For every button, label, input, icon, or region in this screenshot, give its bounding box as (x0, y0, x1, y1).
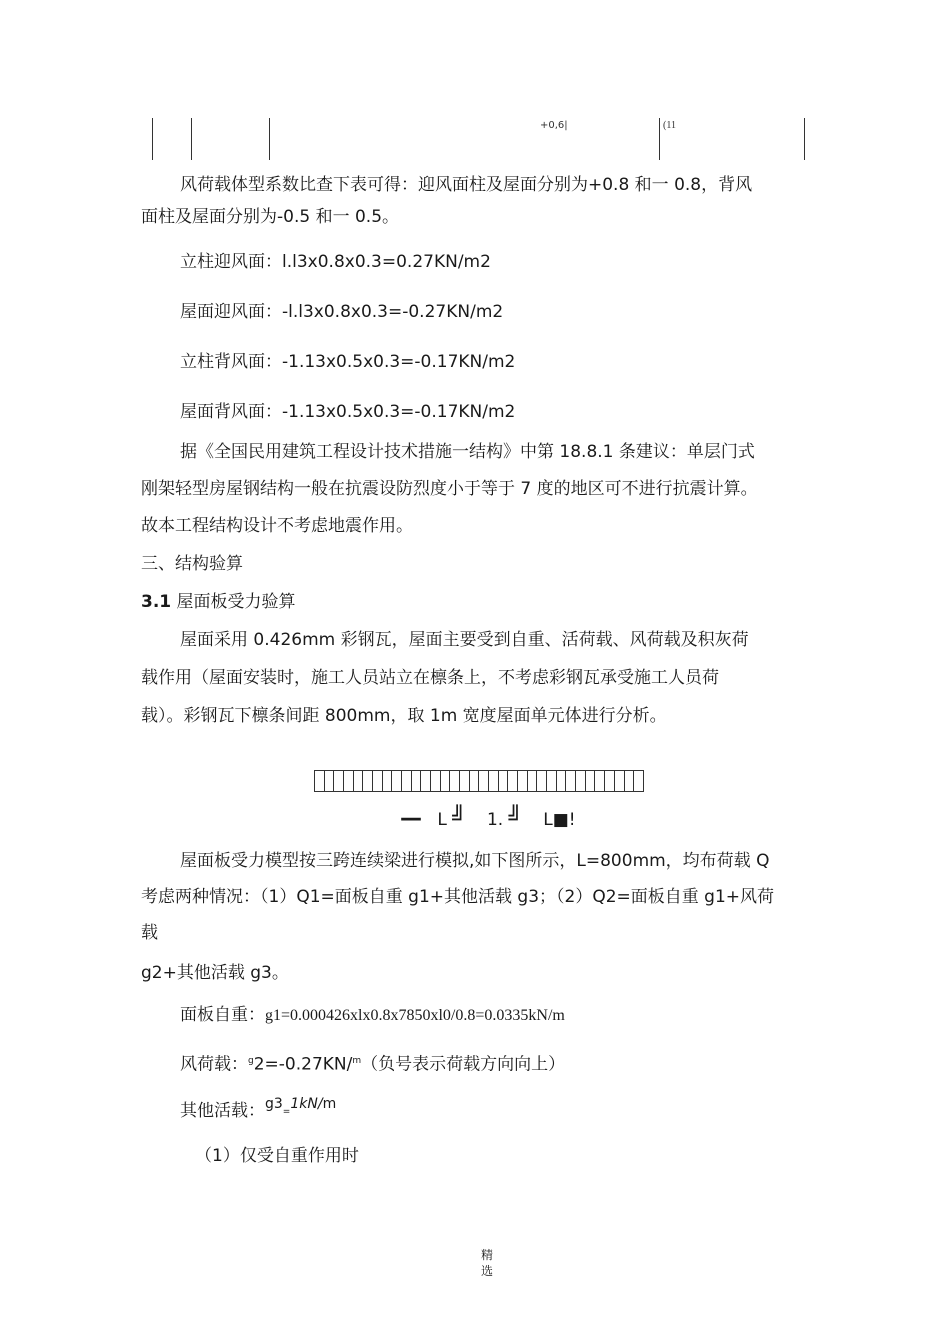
paragraph-line: 载 (141, 923, 158, 943)
figure-dash: — (400, 806, 422, 831)
paragraph-line: 载作用（屋面安装时，施工人员站立在檩条上，不考虑彩钢瓦承受施工人员荷 (141, 668, 719, 688)
paragraph-line: 刚架轻型房屋钢结构一般在抗震设防烈度小于等于 7 度的地区可不进行抗震计算。 (141, 479, 758, 499)
load-formula: g1=0.000426xlx0.8x7850xl0/0.8=0.0335kN/m (265, 1007, 565, 1024)
section-heading: 三、结构验算 (141, 554, 243, 574)
load-g2 (180, 1050, 565, 1076)
formula-line: 屋面迎风面：-l.l3x0.8x0.3=-0.27KN/m2 (180, 302, 504, 322)
load-formula: 2=-0.27KN/ (253, 1054, 353, 1075)
table-cell: (11 (663, 120, 676, 131)
paragraph-line: 据《全国民用建筑工程设计技术措施一结构》中第 18.8.1 条建议：单层门式 (180, 442, 755, 462)
subsection-number: 3.1 (141, 592, 172, 612)
paragraph-line: 屋面采用 0.426mm 彩钢瓦，屋面主要受到自重、活荷载、风荷载及积灰荷 (180, 630, 749, 650)
load-g1 (180, 1004, 565, 1027)
paragraph-line: g2+其他活载 g3。 (141, 963, 289, 983)
roof-panel-figure (314, 770, 644, 792)
load-label: 面板自重： (180, 1005, 265, 1025)
load-label: 其他活载： (180, 1101, 265, 1121)
load-symbol: g3 (265, 1096, 283, 1112)
formula-line: 立柱背风面：-1.13x0.5x0.3=-0.17KN/m2 (180, 352, 516, 372)
paragraph-line: 考虑两种情况：（1）Q1=面板自重 g1+其他活载 g3；（2）Q2=面板自重 g1+风荷 (141, 887, 775, 907)
case-heading: （1）仅受自重作用时 (195, 1146, 359, 1166)
support-glyph: ╝ (508, 806, 522, 831)
load-g3 (180, 1096, 337, 1125)
load-symbol: g (248, 1056, 254, 1066)
table-border (191, 118, 192, 160)
formula-line: 屋面背风面：-1.13x0.5x0.3=-0.17KN/m2 (180, 402, 516, 422)
load-note: （负号表示荷载方向向上） (361, 1054, 566, 1075)
figure-labels (400, 806, 576, 831)
paragraph-line: 载）。彩钢瓦下檩条间距 800mm，取 1m 宽度屋面单元体进行分析。 (141, 706, 667, 726)
footer-char: 选 (480, 1264, 493, 1278)
load-value: 1kN/ (290, 1096, 323, 1112)
subsection-heading (141, 591, 296, 613)
table-border (269, 118, 270, 160)
load-label: 风荷载： (180, 1054, 248, 1075)
footer-mark (480, 1247, 494, 1279)
figure-label: L (437, 810, 447, 830)
table-border (804, 118, 805, 160)
footer-char: 精 (480, 1248, 493, 1262)
figure-label: 1. (486, 810, 504, 830)
table-cell: +0,6| (540, 120, 568, 131)
support-glyph: ╝ (452, 806, 466, 831)
formula-line: 立柱迎风面：l.l3x0.8x0.3=0.27KN/m2 (180, 252, 491, 272)
load-eq: = (282, 1107, 291, 1117)
table-border (152, 118, 153, 160)
table-border (659, 118, 660, 160)
load-unit: m (352, 1056, 362, 1066)
load-unit: m (322, 1096, 337, 1112)
figure-label: L■! (543, 810, 576, 830)
paragraph-line: 屋面板受力模型按三跨连续梁进行模拟,如下图所示，L=800mm，均布荷载 Q (180, 851, 770, 871)
paragraph-line: 风荷载体型系数比查下表可得：迎风面柱及屋面分别为+0.8 和一 0.8，背风 (180, 175, 753, 195)
paragraph-line: 面柱及屋面分别为-0.5 和一 0.5。 (141, 207, 400, 227)
paragraph-line: 故本工程结构设计不考虑地震作用。 (141, 516, 413, 536)
subsection-title: 屋面板受力验算 (171, 592, 296, 612)
